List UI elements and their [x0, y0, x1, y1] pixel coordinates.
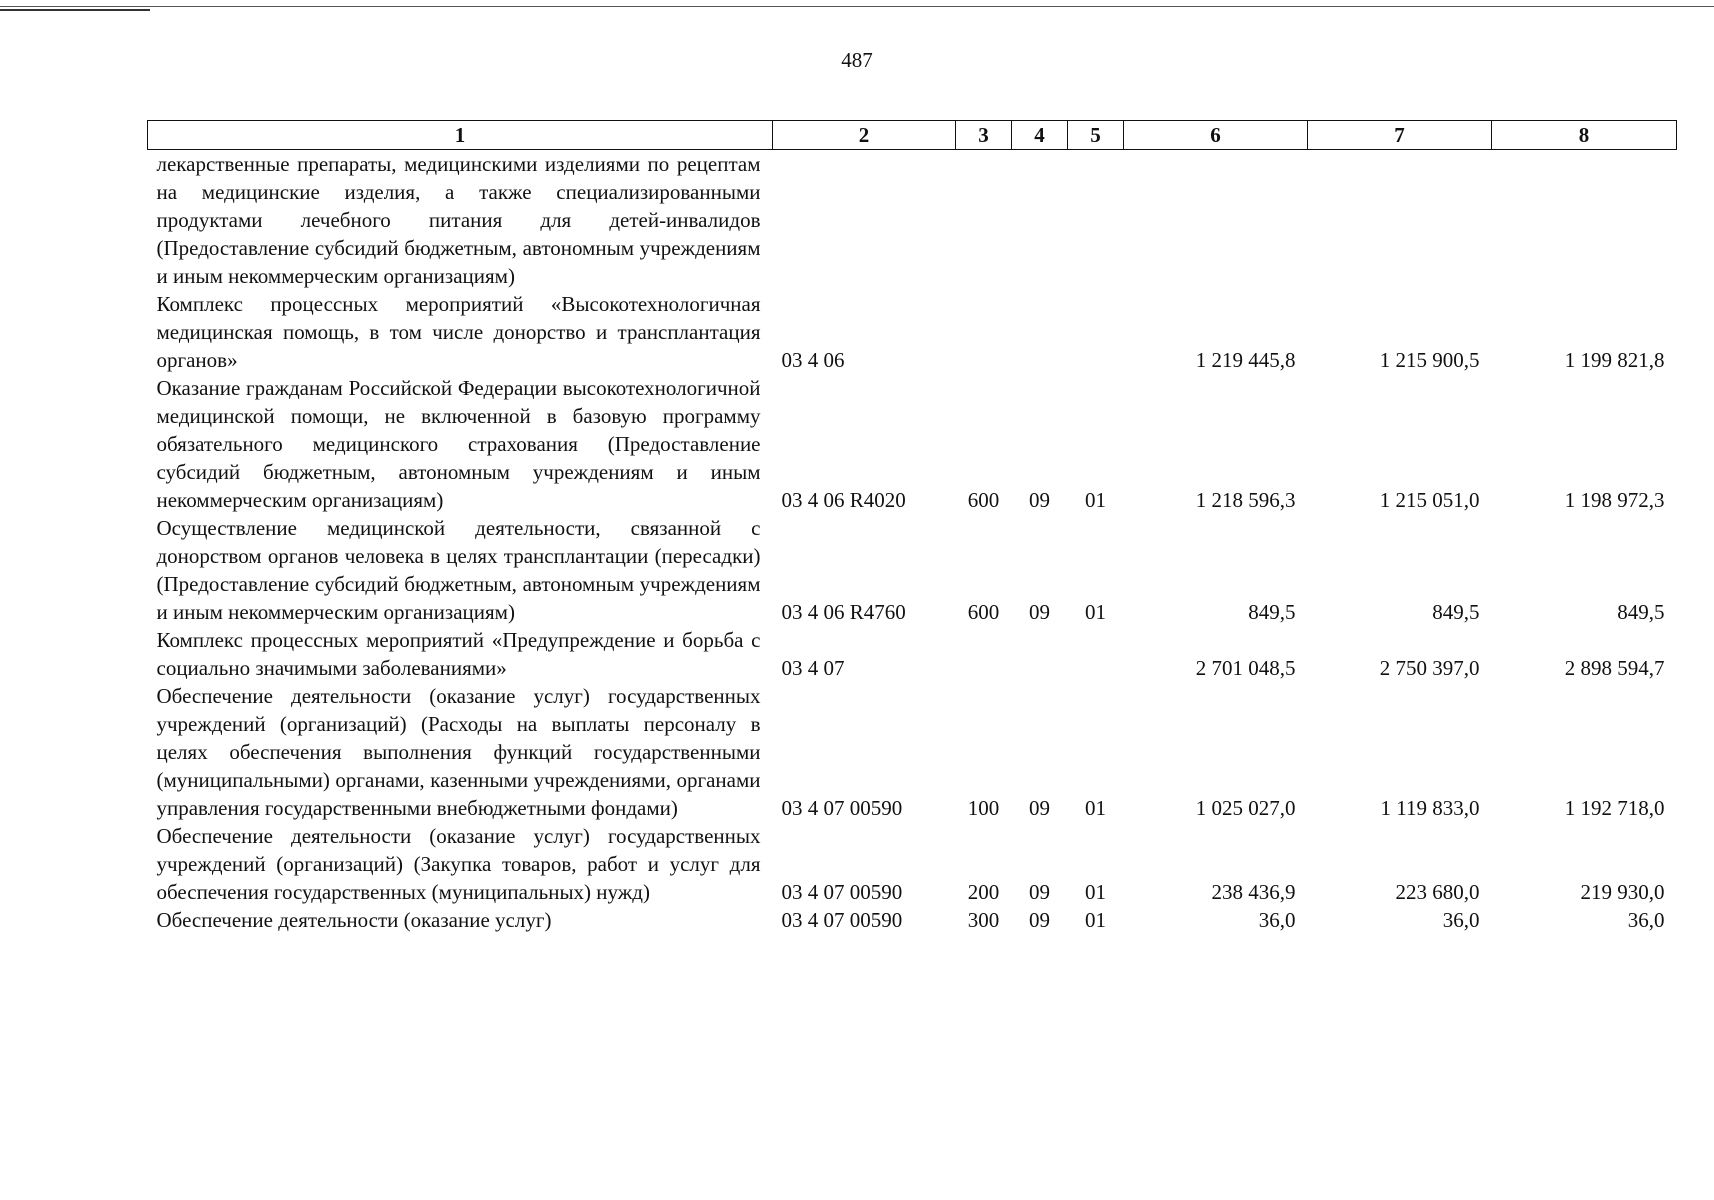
row-amount-col6: 1 218 596,3	[1195, 488, 1296, 512]
row-amount-col8	[1492, 150, 1677, 291]
table-row	[148, 906, 1677, 934]
row-section	[1012, 626, 1068, 682]
header-row	[148, 121, 1677, 150]
row-subsection: 01	[1085, 600, 1106, 624]
row-expense-type	[956, 626, 1012, 682]
column-header-5: 5	[1068, 121, 1124, 150]
row-section	[1012, 290, 1068, 374]
row-subsection: 01	[1085, 908, 1106, 932]
row-description: Обеспечение деятельности (оказание услуг) государственных учреждений (организаций) (Закупка товаров, работ и услуг для обеспечения государственных (муниципальных) нужд)	[156, 824, 761, 904]
row-expense-type: 200	[967, 880, 1000, 904]
row-description: Комплекс процессных мероприятий «Высокотехнологичная медицинская помощь, в том числе донорство и трансплантация органов»	[156, 292, 761, 372]
row-amount-col8: 1 199 821,8	[1564, 348, 1665, 372]
row-expense-type: 600	[967, 600, 1000, 624]
row-section: 09	[1029, 908, 1050, 932]
row-subsection	[1068, 290, 1124, 374]
column-header-2: 2	[773, 121, 956, 150]
table-body	[148, 150, 1677, 935]
row-subsection	[1068, 626, 1124, 682]
table-header	[148, 121, 1677, 150]
row-amount-col8: 36,0	[1627, 908, 1665, 932]
row-target-code: 03 4 06 R4020	[781, 488, 906, 512]
row-expense-type	[956, 290, 1012, 374]
row-subsection: 01	[1085, 880, 1106, 904]
column-header-6: 6	[1124, 121, 1308, 150]
row-amount-col7: 1 215 051,0	[1379, 488, 1480, 512]
row-amount-col8: 2 898 594,7	[1564, 656, 1665, 680]
top-scan-rule	[0, 6, 1714, 7]
row-amount-col6: 2 701 048,5	[1195, 656, 1296, 680]
budget-table-container	[147, 120, 1676, 934]
row-amount-col8: 1 192 718,0	[1564, 796, 1665, 820]
row-target-code: 03 4 06	[781, 348, 845, 372]
row-amount-col7	[1308, 150, 1492, 291]
row-amount-col6: 849,5	[1248, 600, 1296, 624]
row-amount-col6: 1 025 027,0	[1195, 796, 1296, 820]
row-target-code: 03 4 06 R4760	[781, 600, 906, 624]
column-header-8: 8	[1492, 121, 1677, 150]
row-amount-col8: 219 930,0	[1580, 880, 1665, 904]
row-section	[1012, 150, 1068, 291]
row-description: лекарственные препараты, медицинскими изделиями по рецептам на медицинские изделия, а также специализированными продуктами лечебного питания для детей-инвалидов (Предоставление субсидий бюджетным, автономным учреждениям и иным некоммерческим организациям)	[156, 152, 761, 288]
top-scan-rule-left	[0, 9, 150, 11]
table-row	[148, 290, 1677, 374]
row-target-code: 03 4 07 00590	[781, 880, 903, 904]
row-amount-col6: 238 436,9	[1211, 880, 1296, 904]
column-header-1: 1	[148, 121, 773, 150]
row-expense-type: 300	[967, 908, 1000, 932]
row-amount-col6	[1124, 150, 1308, 291]
row-expense-type: 100	[967, 796, 1000, 820]
table-row	[148, 514, 1677, 626]
row-amount-col6: 1 219 445,8	[1195, 348, 1296, 372]
table-row	[148, 682, 1677, 822]
row-target-code: 03 4 07	[781, 656, 845, 680]
table-row	[148, 374, 1677, 514]
column-header-4: 4	[1012, 121, 1068, 150]
row-amount-col8: 849,5	[1617, 600, 1665, 624]
table-row	[148, 626, 1677, 682]
row-section: 09	[1029, 600, 1050, 624]
row-section: 09	[1029, 880, 1050, 904]
row-amount-col7: 849,5	[1432, 600, 1480, 624]
row-section: 09	[1029, 796, 1050, 820]
row-target-code	[773, 150, 956, 291]
row-amount-col8: 1 198 972,3	[1564, 488, 1665, 512]
row-subsection: 01	[1085, 796, 1106, 820]
row-amount-col7: 1 215 900,5	[1379, 348, 1480, 372]
row-target-code: 03 4 07 00590	[781, 796, 903, 820]
row-description: Обеспечение деятельности (оказание услуг)	[156, 908, 552, 932]
row-subsection	[1068, 150, 1124, 291]
row-amount-col7: 2 750 397,0	[1379, 656, 1480, 680]
page-number: 487	[841, 48, 873, 72]
row-amount-col7: 223 680,0	[1395, 880, 1480, 904]
column-header-3: 3	[956, 121, 1012, 150]
row-subsection: 01	[1085, 488, 1106, 512]
row-description: Обеспечение деятельности (оказание услуг) государственных учреждений (организаций) (Расходы на выплаты персоналу в целях обеспечения выполнения функций государственными (муниципальными) органами, казенными учреждениями, органами управления государственными внебюджетными фондами)	[156, 684, 761, 820]
row-description: Комплекс процессных мероприятий «Предупреждение и борьба с социально значимыми заболеваниями»	[156, 628, 761, 680]
row-section: 09	[1029, 488, 1050, 512]
column-header-7: 7	[1308, 121, 1492, 150]
row-description: Осуществление медицинской деятельности, связанной с донорством органов человека в целях трансплантации (пересадки) (Предоставление субсидий бюджетным, автономным учреждениям и иным некоммерческим организациям)	[156, 516, 761, 624]
row-description: Оказание гражданам Российской Федерации высокотехнологичной медицинской помощи, не включенной в базовую программу обязательного медицинского страхования (Предоставление субсидий бюджетным, автономным учреждениям и иным некоммерческим организациям)	[156, 376, 761, 512]
budget-table	[147, 120, 1677, 934]
row-expense-type: 600	[967, 488, 1000, 512]
row-amount-col6: 36,0	[1258, 908, 1296, 932]
row-amount-col7: 36,0	[1442, 908, 1480, 932]
row-expense-type	[956, 150, 1012, 291]
row-amount-col7: 1 119 833,0	[1380, 796, 1480, 820]
row-target-code: 03 4 07 00590	[781, 908, 903, 932]
table-row	[148, 822, 1677, 906]
table-row	[148, 150, 1677, 291]
